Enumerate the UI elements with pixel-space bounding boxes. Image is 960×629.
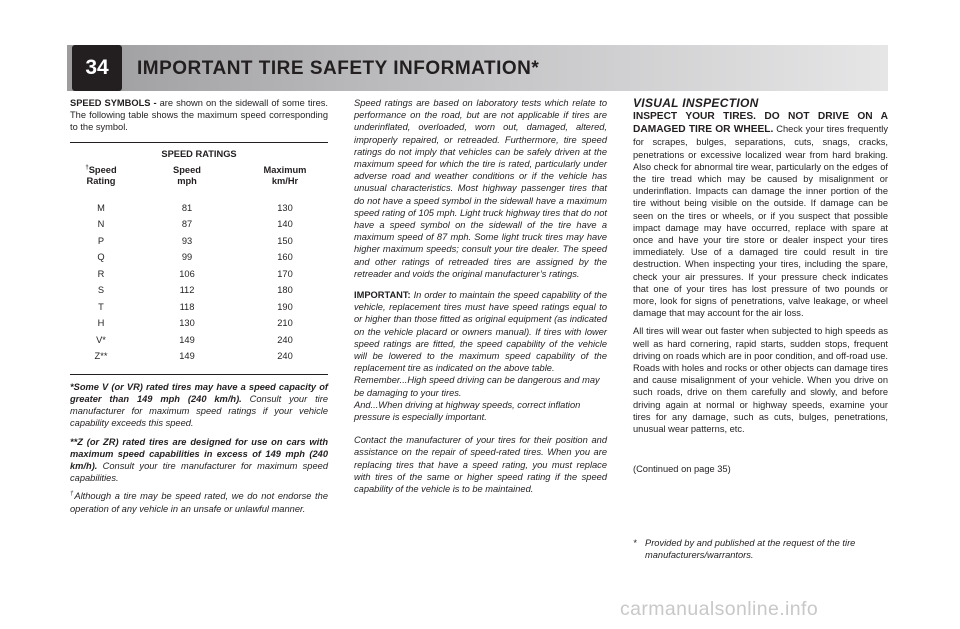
cell-kmh: 130 [277, 202, 293, 213]
contact-paragraph: Contact the manufacturer of your tires for their position and assistance on the repair of speed-rated tires. When you are replacing tires that have a speed rating, you must replace with tires of the same or higher speed rating if the speed capability of the vehicle is to be maintained. [354, 435, 607, 495]
cell-rating: H [97, 318, 105, 329]
speed-symbols-text: are shown on the sidewall of some tires. The following table shows the maximum speed corresponding to the symbol. [70, 98, 328, 133]
cell-rating: V* [96, 334, 106, 345]
page-number: 34 [72, 45, 122, 91]
v-rating-note [70, 381, 328, 430]
inspect-warning: INSPECT YOUR TIRES. DO NOT DRIVE ON A DAMAGED TIRE OR WHEEL. [633, 111, 888, 136]
speed-symbols-paragraph [70, 97, 328, 134]
cell-mph: 99 [181, 252, 193, 263]
table-row [70, 348, 328, 365]
table-bottom-rule [70, 374, 328, 375]
speed-symbols-heading: SPEED SYMBOLS - [70, 98, 160, 108]
cell-kmh: 160 [277, 252, 293, 263]
header-kmh-line1: Maximum [263, 164, 307, 175]
important-label: IMPORTANT: [354, 290, 411, 301]
header-kmh-line2: km/Hr [271, 176, 299, 187]
cell-kmh: 180 [277, 285, 293, 296]
cell-rating: M [97, 202, 105, 213]
cell-rating: T [98, 301, 104, 312]
continued-note: (Continued on page 35) [633, 464, 731, 475]
table-row [70, 233, 328, 250]
header-rating [70, 165, 132, 188]
z-rating-note [70, 436, 328, 485]
table-row [70, 332, 328, 349]
table-row [70, 315, 328, 332]
visual-inspection-paragraph [633, 110, 888, 319]
v-note-bold: *Some V (or VR) rated tires may have a speed capacity of greater than 149 mph (240 km/h). [70, 381, 328, 405]
table-row [70, 282, 328, 299]
footnote-text: Provided by and published at the request of the tire manufacturers/warrantors. [645, 538, 856, 561]
cell-rating: Q [97, 252, 105, 263]
cell-mph: 112 [179, 285, 195, 296]
header-kmh [242, 165, 328, 188]
table-row [70, 249, 328, 266]
watermark: carmanualsonline.info [620, 598, 819, 620]
cell-rating: P [97, 235, 105, 246]
cell-kmh: 240 [277, 334, 293, 345]
cell-rating: N [97, 219, 105, 230]
important-paragraph [354, 289, 607, 374]
footnote [633, 537, 888, 561]
header-mph-line2: mph [177, 176, 197, 187]
dagger-note [70, 490, 328, 514]
cell-mph: 87 [181, 219, 193, 230]
dagger-note-text: Although a tire may be speed rated, we do not endorse the operation of any vehicle in an unsafe or unlawful manner. [70, 491, 328, 514]
cell-mph: 130 [179, 318, 195, 329]
table-title: SPEED RATINGS [161, 148, 237, 159]
cell-mph: 149 [179, 334, 195, 345]
tire-wear-paragraph: All tires will wear out faster when subjected to high speeds as well as hard cornering, rapid starts, sudden stops, frequent driving on roads which are in poor condition, and off-road use. Roads with holes and rocks or other objects can damage tires and cause misalignment of your vehicle. When you drive on such roads, drive on them carefully and slowly, and before driving again at normal or highway speeds, examine your tires for any damage, such as cuts, bulges, penetrations, unusual wear patterns, etc. [633, 326, 888, 435]
dagger-mark: † [85, 164, 89, 171]
header-rating-line2: Rating [86, 176, 116, 187]
z-note-text: Consult your tire manufacturer for maximum speed capabilities. [70, 461, 328, 484]
table-row [70, 200, 328, 217]
dagger-note-mark: † [70, 491, 75, 498]
cell-mph: 118 [179, 301, 195, 312]
table-body [70, 200, 328, 365]
cell-rating: S [97, 285, 105, 296]
cell-rating: R [97, 268, 105, 279]
important-text: In order to maintain the speed capability of the vehicle, replacement tires must have speed ratings equal to or higher than those fitted as original equipment (as indicated on the vehicle placard or owners manual). If tires with lower speed ratings are fitted, the speed capability of the vehicle will be lowered to the maximum speed capability of the replacement tire as indicated on the above table. [354, 290, 607, 374]
table-row [70, 216, 328, 233]
cell-mph: 149 [179, 351, 195, 362]
table-row [70, 299, 328, 316]
cell-mph: 93 [181, 235, 193, 246]
cell-rating: Z** [94, 351, 108, 362]
v-note-text: Consult your tire manufacturer for maximum speed ratings if your vehicle capability exceeds this speed. [70, 394, 328, 429]
cell-kmh: 210 [277, 318, 293, 329]
cell-kmh: 240 [277, 351, 293, 362]
speed-rating-paragraph: Speed ratings are based on laboratory tests which relate to performance on the road, but are not applicable if tires are underinflated, overloaded, worn out, damaged, altered, improperly repaired, or retreaded. Furthermore, tire speed ratings do not imply that vehicles can be safely driven at the maximum speed for which the tire is rated, particularly under adverse road and weather conditions or if the vehicle has unusual characteristics. Most highway passenger tires that do not have a speed symbol in the sidewall have a maximum speed rating of 105 mph. Light truck highway tires that do not have a speed symbol on the sidewall of the tire have a maximum speed of 87 mph. Some light truck tires may have higher maximum speeds; consult your tire dealer. The speed and other ratings of retreaded tires are assigned by the retreader and voids the original manufacturer’s ratings. [354, 98, 607, 279]
cell-kmh: 140 [277, 219, 293, 230]
table-header [70, 165, 328, 188]
remember-line: Remember...High speed driving can be dangerous and may be damaging to your tires. [354, 375, 600, 398]
z-note-bold: **Z (or ZR) rated tires are designed for use on cars with maximum speed capabilities in excess of 149 mph (240 km/h). [70, 436, 328, 472]
header-mph-line1: Speed [173, 164, 201, 175]
left-column [70, 97, 328, 515]
table-top-rule [70, 142, 328, 143]
table-row [70, 266, 328, 283]
footnote-mark: * [633, 538, 637, 548]
cell-mph: 81 [181, 202, 193, 213]
page-title: IMPORTANT TIRE SAFETY INFORMATION* [137, 58, 540, 79]
cell-kmh: 150 [277, 235, 293, 246]
middle-column [354, 97, 607, 495]
and-line: And...When driving at highway speeds, correct inflation pressure is especially important. [354, 399, 581, 423]
visual-inspection-heading: VISUAL INSPECTION [633, 96, 759, 110]
inspect-text: Check your tires frequently for scrapes, bulges, separations, cuts, snags, cracks, penetrations or excessive localized wear from hard braking. Also check for abnormal tire wear, particularly on the edges of the tire tread which may be caused by misalignment or underinflation. Impacts can damage the inner portion of the tire without being visible on the outside. If damage can be seen on the tires or wheels, or if you suspect that possible impact damage may have occurred, replace with spare at once and have your tire store or dealer inspect your tires immediately. Use of a damaged tire could result in tire destruction. When inspecting your tires, including the spare, check your air pressures. If your pressure check indicates that one of your tires has lost pressure of two pounds or more, look for signs of penetrations, valve leakage, or wheel damage that may account for the air loss. [633, 124, 888, 319]
header-rating-line1: Speed [88, 164, 117, 175]
header-mph [132, 165, 242, 188]
cell-kmh: 170 [277, 268, 293, 279]
right-column [633, 97, 888, 475]
cell-mph: 106 [179, 268, 195, 279]
cell-kmh: 190 [277, 301, 293, 312]
